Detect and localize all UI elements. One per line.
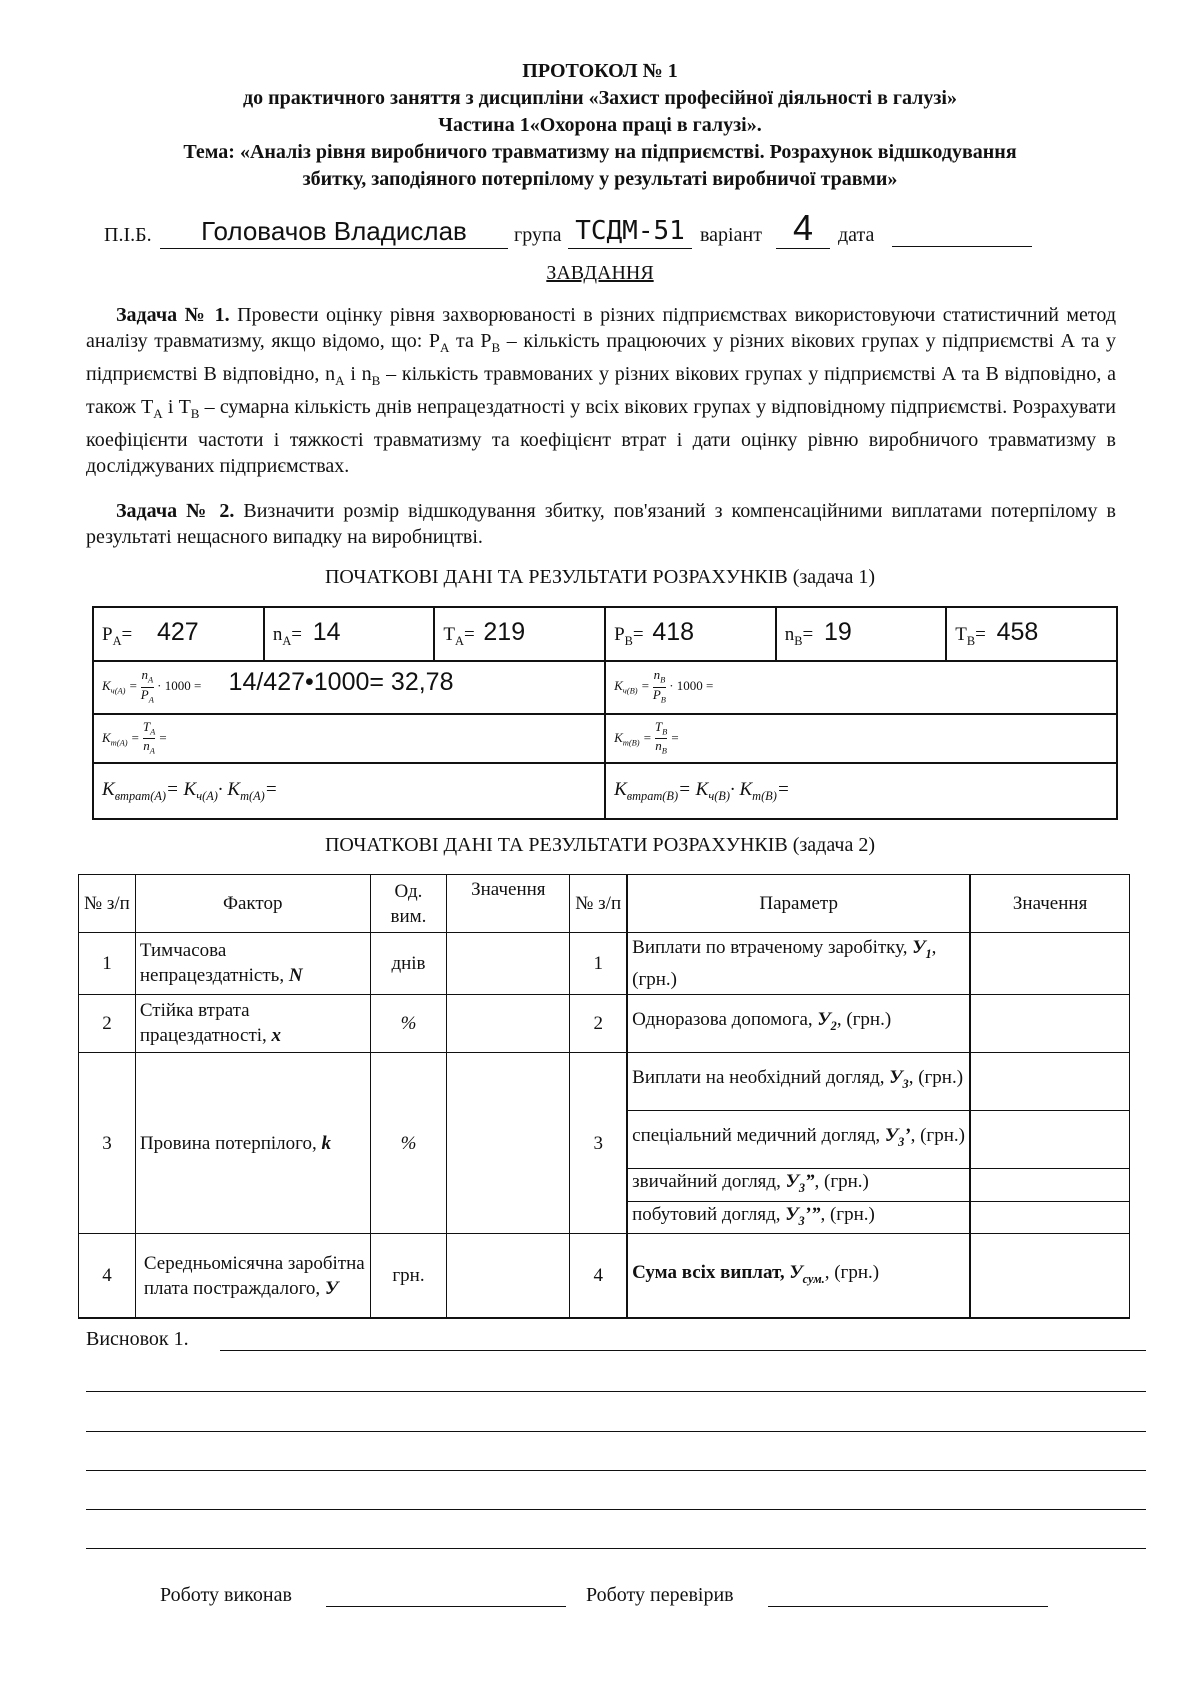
kt-a-sub: т(А)	[110, 737, 128, 748]
tb-eq: =	[975, 624, 986, 646]
r4-factor	[135, 1234, 370, 1318]
task1-paragraph	[86, 302, 1116, 479]
kv-a-mid: = K	[165, 778, 197, 800]
kt-a-num-sub: A	[150, 726, 156, 737]
group-value[interactable]: ТСДМ-51	[568, 214, 692, 249]
kch-b-formula	[614, 667, 714, 705]
kt-b-eq2: =	[670, 729, 680, 745]
r2-param-sym: У	[817, 1009, 831, 1031]
r3b-sub: 3	[898, 1135, 905, 1150]
r3a-sub: 3	[902, 1077, 909, 1092]
date-label: дата	[838, 224, 875, 246]
r1-param-sub: 1	[925, 946, 932, 961]
kt-b-denominator	[655, 739, 667, 758]
date-field[interactable]	[892, 246, 1032, 247]
cell-pb[interactable]	[605, 607, 776, 661]
kch-b-num-sub: B	[660, 674, 666, 685]
r4-num2: 4	[570, 1234, 627, 1318]
r2-param	[627, 994, 970, 1052]
r2-value-input[interactable]	[447, 994, 570, 1052]
protocol-title: ПРОТОКОЛ № 1	[522, 60, 678, 82]
task1-sub-nb: B	[371, 373, 381, 388]
kch-b-fraction	[653, 668, 666, 706]
done-by-signature[interactable]	[326, 1606, 566, 1607]
kt-a-fraction	[143, 720, 155, 758]
kv-b-k: K	[614, 778, 627, 800]
th-unit: Од. вим.	[370, 875, 447, 933]
r3-unit: %	[370, 1052, 447, 1234]
r3c-param-text: звичайний догляд,	[632, 1170, 786, 1192]
r1-factor-sym: N	[288, 965, 303, 987]
r2-param-text: Одноразова допомога,	[632, 1009, 818, 1031]
kt-a-eq: =	[130, 729, 140, 745]
pb-sub: B	[624, 634, 633, 649]
th-num: № з/п	[79, 875, 136, 933]
conclusion-label: Висновок 1.	[86, 1328, 189, 1350]
nb-sub: B	[794, 634, 803, 649]
kch-a-denominator	[141, 688, 154, 707]
task1-sub-tb: B	[190, 406, 200, 421]
done-by-label: Роботу виконав	[160, 1584, 292, 1606]
kv-b-sub: втрат(В)	[626, 788, 679, 803]
pb-value[interactable]: 418	[652, 618, 695, 647]
kch-b-numerator	[653, 668, 666, 688]
ta-label: T	[443, 624, 456, 646]
kch-b-times: · 1000 =	[669, 678, 714, 694]
ta-sub: A	[455, 634, 464, 649]
kt-b-numerator	[655, 720, 667, 740]
group-label: група	[514, 224, 562, 246]
nb-value[interactable]: 19	[823, 618, 852, 647]
kch-b-eq: =	[640, 678, 650, 694]
protocol-subtitle: до практичного заняття з дисципліни «Захист професійної діяльності в галузі»	[243, 87, 957, 109]
nb-eq: =	[802, 624, 814, 646]
na-eq: =	[291, 624, 303, 646]
conclusion-line-6[interactable]	[86, 1548, 1146, 1549]
table1	[92, 606, 1118, 820]
kt-a-eq2: =	[158, 729, 168, 745]
conclusion-line-1[interactable]	[220, 1350, 1146, 1351]
name-label: П.І.Б.	[104, 224, 152, 246]
checked-by-signature[interactable]	[768, 1606, 1048, 1607]
task1-sub-pa: A	[439, 340, 450, 355]
nb-label: n	[784, 624, 795, 646]
ta-value[interactable]: 219	[483, 618, 526, 647]
r3d-param	[627, 1201, 970, 1234]
kt-a-k: K	[102, 729, 111, 745]
r1-value2-input[interactable]	[970, 933, 1129, 995]
r3a-sym: У	[889, 1067, 903, 1089]
table2-caption: ПОЧАТКОВІ ДАНІ ТА РЕЗУЛЬТАТИ РОЗРАХУНКІВ (задача 2)	[324, 834, 876, 856]
r1-factor-text: Тимчасова непрацездатність,	[139, 940, 289, 987]
r3d-sym: У	[785, 1203, 799, 1225]
tb-value[interactable]: 458	[996, 618, 1039, 647]
r2-factor-text: Стійка втрата працездатності,	[139, 1000, 272, 1047]
r4-num: 4	[79, 1234, 136, 1318]
kv-b-sub2: ч(В)	[708, 788, 730, 803]
tb-sub: B	[966, 634, 976, 649]
r3b-end: , (грн.)	[910, 1125, 965, 1147]
pa-label: P	[102, 624, 113, 646]
table1-row-kch	[93, 661, 1117, 715]
protocol-part: Частина 1«Охорона праці в галузі».	[438, 114, 762, 136]
kv-a-sub3: т(А)	[240, 788, 265, 803]
pa-value[interactable]: 427	[156, 618, 199, 647]
kch-a-k: K	[102, 678, 111, 694]
checked-by-label: Роботу перевірив	[586, 1584, 734, 1606]
r1-param-sym: У	[912, 937, 926, 958]
kv-b-end: =	[776, 778, 790, 800]
pb-label: P	[614, 624, 625, 646]
task1-sub-ta: A	[153, 406, 163, 421]
table1-row-kt	[93, 714, 1117, 763]
cell-pa[interactable]	[93, 607, 264, 661]
kch-b-k: K	[614, 678, 623, 694]
task2-label: Задача № 2.	[116, 500, 235, 522]
r3c-sub: 3	[798, 1180, 805, 1195]
kt-b-formula	[614, 718, 680, 756]
kv-a-sub2: ч(А)	[196, 788, 218, 803]
conclusion-line-3[interactable]	[86, 1431, 1146, 1432]
table2-header-row	[79, 875, 1130, 933]
r1-param-text: Виплати по втраченому заробітку,	[632, 937, 913, 958]
task-heading-text: ЗАВДАННЯ	[546, 262, 654, 284]
r1-param	[627, 933, 970, 995]
kt-b-fraction	[655, 720, 667, 758]
r1-value-input[interactable]	[447, 933, 570, 995]
kt-a-denominator	[143, 739, 155, 758]
table1-caption: ПОЧАТКОВІ ДАНІ ТА РЕЗУЛЬТАТИ РОЗРАХУНКІВ (задача 1)	[324, 566, 876, 588]
kch-a-eq: =	[128, 678, 138, 694]
r3d-end: , (грн.)	[820, 1203, 875, 1225]
th-param: Параметр	[627, 875, 970, 933]
r3d-param-text: побутовий догляд,	[632, 1203, 786, 1225]
task1-sub-pb: B	[491, 340, 501, 355]
kch-a-den-sub: A	[148, 694, 154, 705]
name-value[interactable]: Головачов Владислав	[160, 214, 508, 249]
th-num2: № з/п	[570, 875, 627, 933]
r3d-value2-input[interactable]	[970, 1201, 1129, 1234]
pb-eq: =	[632, 624, 644, 646]
table1-row-kv	[93, 763, 1117, 819]
cell-ta[interactable]	[434, 607, 605, 661]
r4-unit: грн.	[370, 1234, 447, 1318]
kch-a-den-p: P	[140, 686, 149, 702]
task-heading	[0, 262, 1200, 285]
th-value: Значення	[447, 875, 570, 933]
task1-text7: – сумарна кількість днів непрацездатності у всіх вікових групах у відповідному підприємстві. Розрахувати коефіцієнти частоти і тяжкості травматизму та коефіцієнт втрат і дати оцінку рівню виробничого травматизму в досліджуваних підприємствах.	[86, 396, 1116, 477]
cell-kch-b[interactable]	[605, 661, 1117, 715]
kch-a-numerator	[141, 668, 154, 688]
variant-value[interactable]: 4	[776, 208, 830, 249]
conclusion-line-5[interactable]	[86, 1509, 1146, 1510]
task1-text2: та P	[449, 330, 492, 352]
r3d-sub: 3	[798, 1213, 805, 1228]
r4-factor-text: Середньомісячна заробітна плата постраждалого,	[143, 1252, 365, 1299]
kv-b-mid: = K	[678, 778, 709, 800]
r3-factor-sym: k	[321, 1132, 331, 1154]
task1-text5: – кількість травмованих у різних вікових групах у підприємстві А та В відповідно, а також T	[86, 363, 1116, 418]
kv-a-k: K	[102, 778, 115, 800]
r2-param-sub: 2	[830, 1019, 837, 1034]
task2-paragraph	[86, 498, 1116, 550]
na-sub: A	[282, 634, 292, 649]
r1-num: 1	[79, 933, 136, 995]
r2-factor	[135, 994, 370, 1052]
r2-unit: %	[370, 994, 447, 1052]
r4-param-sub: сум.	[802, 1271, 825, 1286]
r4-factor-sym: У	[324, 1277, 339, 1299]
r1-param-end: , (грн.)	[632, 937, 937, 990]
na-value[interactable]: 14	[312, 618, 341, 647]
r1-factor	[135, 933, 370, 995]
protocol-topic-line2: збитку, заподіяного потерпілому у результаті виробничої травми»	[302, 168, 898, 190]
cell-kch-a[interactable]	[93, 661, 605, 715]
pa-eq: =	[121, 624, 133, 646]
r3-num2: 3	[570, 1052, 627, 1234]
table-row	[79, 1052, 1130, 1110]
kt-b-num-t: T	[654, 718, 663, 734]
kt-b-sub: т(В)	[622, 737, 640, 748]
protocol-topic-line1: Тема: «Аналіз рівня виробничого травматизму на підприємстві. Розрахунок відшкодування	[183, 141, 1017, 163]
task1-text: Провести оцінку рівня захворюваності в різних підприємствах використовуючи статистичний метод аналізу травматизму, якщо відомо, що: P	[86, 304, 1116, 352]
th-value2: Значення	[970, 875, 1129, 933]
r4-param	[627, 1234, 970, 1318]
kch-b-sub: ч(В)	[622, 685, 638, 696]
kch-a-value[interactable]: 14/427•1000= 32,78	[228, 668, 454, 697]
kch-a-sub: ч(А)	[110, 685, 126, 696]
task1-label: Задача № 1.	[116, 304, 230, 326]
r1-unit: днів	[370, 933, 447, 995]
kch-a-formula	[102, 667, 205, 705]
kch-b-den-sub: B	[660, 694, 666, 705]
r3-num: 3	[79, 1052, 136, 1234]
cell-kt-a[interactable]	[93, 714, 605, 763]
pa-sub: A	[112, 634, 122, 649]
kch-b-denominator	[653, 688, 666, 707]
r1-num2: 1	[570, 933, 627, 995]
r3b-param-text: спеціальний медичний догляд,	[632, 1125, 885, 1147]
kv-a-sub: втрат(А)	[114, 788, 166, 803]
task2-text: Визначити розмір відшкодування збитку, пов'язаний з компенсаційними виплатами потерпілому в результаті нещасного випадку на виробництві.	[86, 500, 1117, 548]
r4-param-sym: У	[789, 1261, 803, 1283]
na-label: n	[272, 624, 283, 646]
conclusion-line-2[interactable]	[86, 1391, 1146, 1392]
kt-a-formula	[102, 718, 168, 756]
kv-a-mid2: · K	[217, 778, 241, 800]
r2-factor-sym: x	[271, 1025, 282, 1047]
kch-b-num-n: n	[653, 667, 661, 683]
variant-label: варіант	[700, 224, 762, 246]
task1-text3: – кількість працюючих у різних вікових групах у підприємстві А та у підприємстві В відповідно, n	[86, 330, 1116, 385]
table-row	[79, 933, 1130, 995]
ta-eq: =	[463, 624, 475, 646]
kv-a-end: =	[264, 778, 278, 800]
r3a-value2-input[interactable]	[970, 1052, 1129, 1110]
kt-a-den-sub: A	[149, 745, 155, 756]
r4-param-text: Сума всіх виплат,	[632, 1261, 790, 1283]
th-factor: Фактор	[135, 875, 370, 933]
task1-sub-na: A	[335, 373, 345, 388]
kt-a-num-t: T	[142, 718, 151, 734]
kt-b-den-n: n	[655, 738, 662, 754]
r3a-param-text: Виплати на необхідний догляд,	[632, 1067, 890, 1089]
table-row	[79, 1234, 1130, 1318]
cell-nb[interactable]	[776, 607, 947, 661]
r3c-sym: У	[785, 1170, 799, 1192]
kt-b-den-sub: B	[661, 745, 667, 756]
student-info-line	[104, 207, 1124, 256]
r3a-end: , (грн.)	[908, 1067, 964, 1089]
kch-a-num-n: n	[141, 667, 148, 683]
kt-a-numerator	[143, 720, 155, 740]
r3d-mark: ’”	[804, 1203, 821, 1225]
table2	[78, 874, 1130, 1319]
r3-factor	[135, 1052, 370, 1234]
cell-na[interactable]	[264, 607, 435, 661]
kch-a-num-sub: A	[147, 674, 154, 685]
kch-a-times: · 1000 =	[157, 678, 202, 694]
r2-param-end: , (грн.)	[836, 1009, 892, 1031]
table-row	[79, 994, 1130, 1052]
cell-kt-b[interactable]	[605, 714, 1117, 763]
kt-b-k: K	[614, 729, 623, 745]
kt-b-num-sub: B	[662, 726, 668, 737]
r3c-param	[627, 1168, 970, 1201]
r3-value-input[interactable]	[447, 1052, 570, 1234]
r3a-param	[627, 1052, 970, 1110]
r2-value2-input[interactable]	[970, 994, 1129, 1052]
r3c-mark: ”	[805, 1170, 815, 1192]
task1-text4: і n	[344, 363, 372, 385]
kv-b-mid2: · K	[729, 778, 753, 800]
cell-kv-b[interactable]	[605, 763, 1117, 819]
r3b-sym: У	[884, 1125, 899, 1147]
r3-factor-text: Провина потерпілого,	[139, 1132, 322, 1154]
kt-a-den-n: n	[143, 738, 150, 754]
r2-num2: 2	[570, 994, 627, 1052]
conclusion-line-4[interactable]	[86, 1470, 1146, 1471]
r3b-value2-input[interactable]	[970, 1110, 1129, 1168]
kt-b-eq: =	[642, 729, 652, 745]
r4-value2-input[interactable]	[970, 1234, 1129, 1318]
kch-a-fraction	[141, 668, 154, 706]
r4-value-input[interactable]	[447, 1234, 570, 1318]
kch-b-den-p: P	[652, 686, 661, 702]
r2-num: 2	[79, 994, 136, 1052]
r3b-mark: ’	[904, 1125, 911, 1147]
table1-row-counts	[93, 607, 1117, 661]
r3c-value2-input[interactable]	[970, 1168, 1129, 1201]
r4-param-end: , (грн.)	[824, 1261, 880, 1283]
task1-text6: і T	[162, 396, 191, 418]
cell-kv-a[interactable]	[93, 763, 605, 819]
r3b-param	[627, 1110, 970, 1168]
tb-label: T	[955, 624, 967, 646]
r3c-end: , (грн.)	[814, 1170, 869, 1192]
cell-tb[interactable]	[946, 607, 1117, 661]
kv-b-sub3: т(В)	[752, 788, 777, 803]
